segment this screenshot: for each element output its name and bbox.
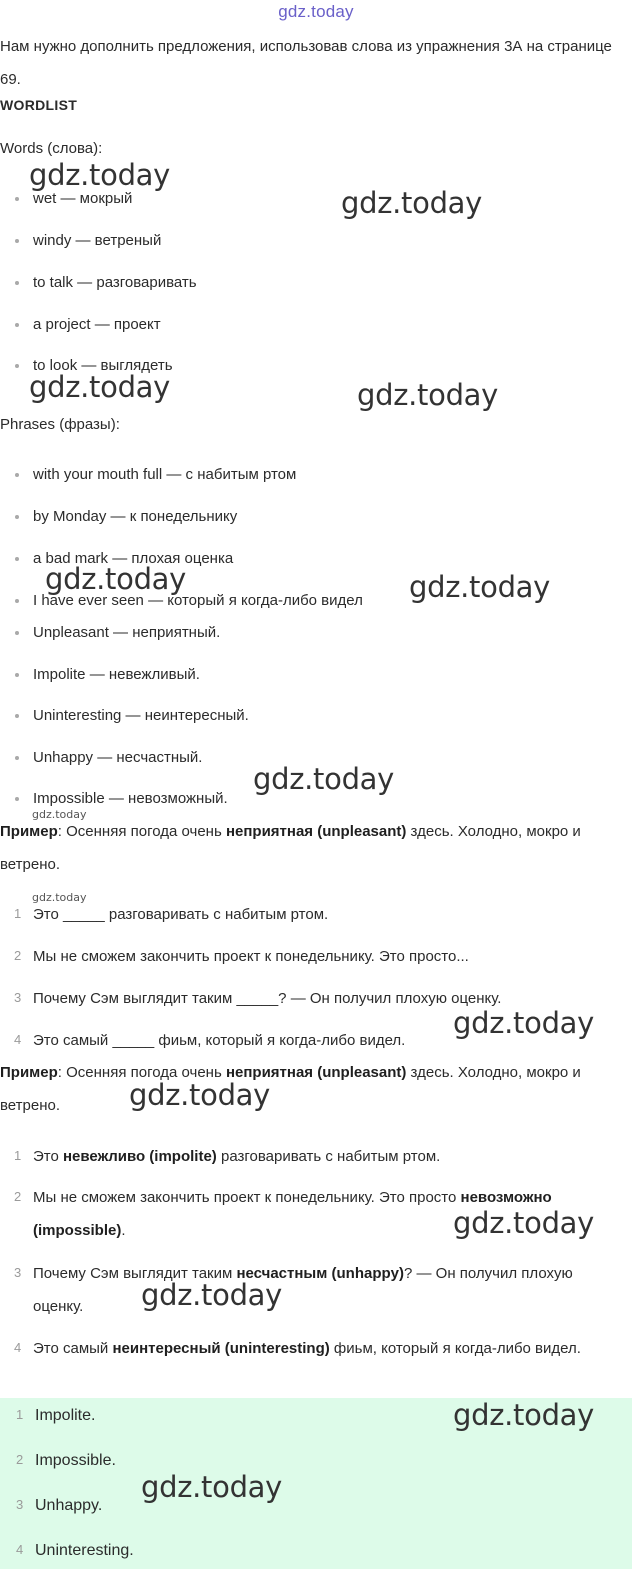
- watermark: gdz.today: [341, 186, 483, 220]
- bullet-icon: [15, 281, 19, 285]
- watermark: gdz.today: [32, 808, 87, 821]
- bullet-icon: [15, 473, 19, 477]
- watermark: gdz.today: [409, 570, 551, 604]
- watermark: gdz.today: [453, 1398, 595, 1432]
- bullet-icon: [15, 714, 19, 718]
- phrases-label: Phrases (фразы):: [0, 416, 120, 433]
- wordlist-heading: WORDLIST: [0, 97, 78, 113]
- watermark: gdz.today: [453, 1206, 595, 1240]
- bullet-icon: [15, 364, 19, 368]
- watermark: gdz.today: [32, 891, 87, 904]
- bullet-icon: [15, 557, 19, 561]
- bullet-icon: [15, 197, 19, 201]
- example-paragraph: Пример: Осенняя погода очень неприятная (unpleasant) здесь. Холодно, мокро и ветрено.: [0, 1064, 581, 1114]
- watermark: gdz.today: [253, 762, 395, 796]
- watermark: gdz.today: [141, 1278, 283, 1312]
- bullet-icon: [15, 797, 19, 801]
- watermark: gdz.today: [357, 378, 499, 412]
- bullet-icon: [15, 599, 19, 603]
- intro-text: Нам нужно дополнить предложения, использовав слова из упражнения 3А на странице 69.: [0, 38, 612, 88]
- bullet-icon: [15, 756, 19, 760]
- watermark: gdz.today: [29, 370, 171, 404]
- watermark: gdz.today: [29, 158, 171, 192]
- bullet-icon: [15, 673, 19, 677]
- bullet-icon: [15, 515, 19, 519]
- watermark: gdz.today: [129, 1078, 271, 1112]
- watermark: gdz.today: [141, 1470, 283, 1504]
- bullet-icon: [15, 631, 19, 635]
- site-header-link[interactable]: gdz.today: [278, 2, 354, 21]
- words-label: Words (слова):: [0, 140, 103, 157]
- example-paragraph: Пример: Осенняя погода очень неприятная (unpleasant) здесь. Холодно, мокро и ветрено.: [0, 823, 581, 873]
- bullet-icon: [15, 323, 19, 327]
- watermark: gdz.today: [45, 562, 187, 596]
- watermark: gdz.today: [453, 1006, 595, 1040]
- bullet-icon: [15, 239, 19, 243]
